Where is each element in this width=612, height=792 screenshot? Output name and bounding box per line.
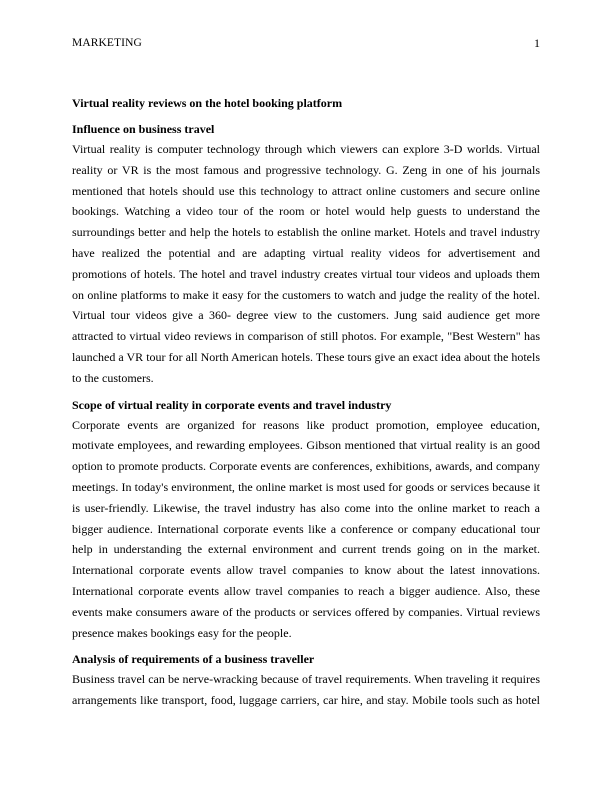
running-head: MARKETING bbox=[72, 37, 142, 49]
page-number: 1 bbox=[534, 36, 540, 50]
document-body bbox=[72, 96, 540, 719]
document-title: Virtual reality reviews on the hotel booking platform bbox=[72, 96, 343, 110]
section-paragraph-scope: Corporate events are organized for reasons like product promotion, employee education, motivate employees, and rewarding employees. Gibson mentioned that virtual reality is an good option to promote products. Corporate events are conferences, exhibitions, awards, and company meetings. In today's environment, the online market is most used for goods or services because it is user-friendly. Likewise, the travel industry has also come into the online market to reach a bigger audience. International corporate events like a conference or company educational tour help in understanding the external environment and current trends going on in the market. International corporate events allow travel companies to know about the latest innovations. International corporate events allow travel companies to reach a bigger audience. Also, these events make consumers aware of the products or services offered by companies. Virtual reviews presence makes bookings easy for the people. bbox=[72, 417, 540, 640]
section-paragraph-requirements: Business travel can be nerve-wracking because of travel requirements. When traveling it requires arrangements like transport, food, luggage carriers, car hire, and stay. Mobile tools such as hotel bbox=[72, 672, 540, 708]
section-heading-scope: Scope of virtual reality in corporate events and travel industry bbox=[72, 397, 392, 412]
section-paragraph-influence: Virtual reality is computer technology through which viewers can explore 3-D worlds. Virtual reality or VR is the most famous and progressive technology. G. Zeng in one of his journals mentioned that hotels should use this technology to attract online customers and secure online bookings. Watching a video tour of the room or hotel would help guests to understand the surroundings better and help the hotels to establish the online market. Hotels and travel industry have realized the potential and are adapting virtual reality videos for advertisement and promotions of hotels. The hotel and travel industry creates virtual tour videos and uploads them on online platforms to make it easy for the customers to watch and judge the reality of the hotel. Virtual tour videos give a 360- degree view to the customers. Jung said audience get more attracted to virtual video reviews in comparison of still photos. For example, "Best Western" has launched a VR tour for all North American hotels. These tours give an exact idea about the hotels to the customers. bbox=[72, 142, 540, 385]
section-heading-influence: Influence on business travel bbox=[72, 122, 215, 136]
section-heading-requirements: Analysis of requirements of a business traveller bbox=[72, 652, 315, 667]
